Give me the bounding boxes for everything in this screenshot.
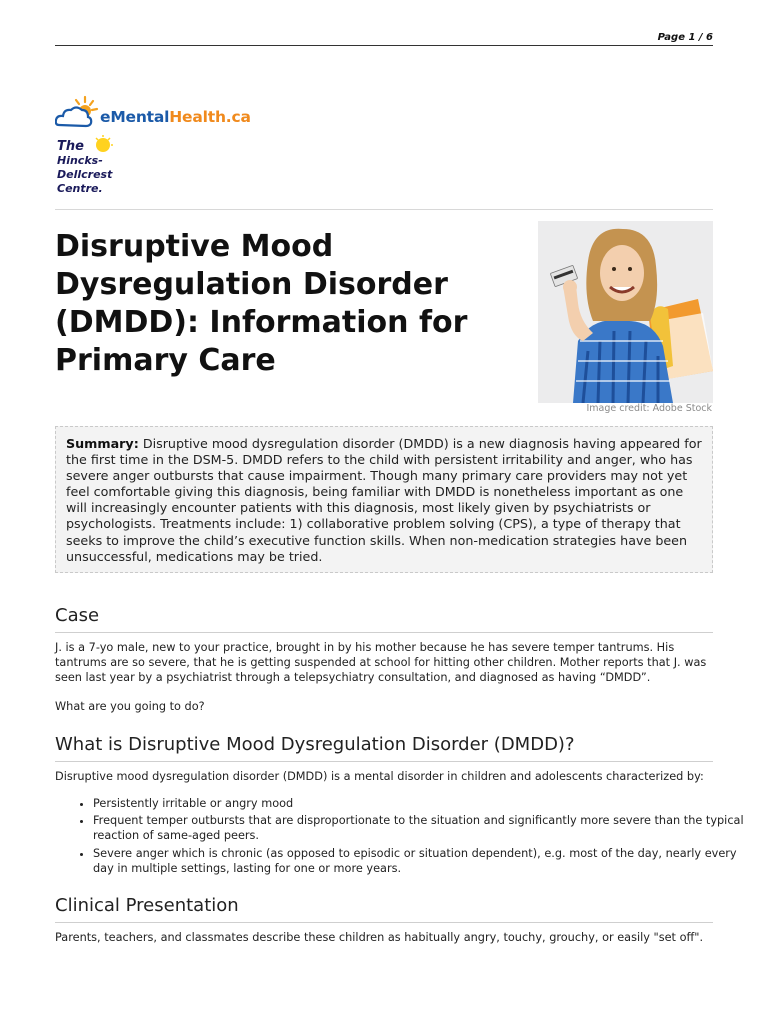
logo-separator	[55, 209, 713, 210]
section-heading-what-is: What is Disruptive Mood Dysregulation Disorder (DMDD)?	[55, 734, 575, 755]
case-question: What are you going to do?	[55, 700, 205, 713]
page-title: Disruptive Mood Dysregulation Disorder (DMDD): Information for Primary Care	[55, 229, 468, 378]
svg-text:Dellcrest: Dellcrest	[57, 168, 113, 181]
hero-photo	[538, 221, 713, 403]
symptom-list	[55, 796, 753, 878]
svg-text:The: The	[57, 139, 84, 154]
section-rule	[55, 761, 713, 762]
summary-box	[55, 426, 713, 573]
what-is-intro: Disruptive mood dysregulation disorder (DMDD) is a mental disorder in children and adolescents characterized by:	[55, 770, 704, 783]
section-rule	[55, 632, 713, 633]
ementalhealth-wordmark: eMentalHealth.ca	[100, 108, 251, 126]
section-rule	[55, 922, 713, 923]
ementalhealth-logo[interactable]	[55, 95, 255, 131]
case-paragraph: J. is a 7-yo male, new to your practice, brought in by his mother because he has severe temper tantrums. His tantrums are so severe, that he is getting suspended at school for hitting other children. Mother reports that J. was seen last year by a psychiatrist through a telepsychiatry consultation, and diagnosed as having “DMDD”.	[55, 641, 707, 685]
list-item: • Severe anger which is chronic (as opposed to episodic or situation dependent), e.g. most of the day, nearly every day in multiple settings, lasting for one or more years.	[93, 846, 753, 876]
image-credit: Image credit: Adobe Stock	[586, 403, 712, 414]
summary-label: Summary:	[66, 436, 139, 451]
svg-text:Hincks-: Hincks-	[57, 154, 103, 167]
section-heading-case: Case	[55, 605, 100, 626]
section-heading-clinical: Clinical Presentation	[55, 895, 239, 916]
clinical-paragraph: Parents, teachers, and classmates describe these children as habitually angry, touchy, grouchy, or easily "set off".	[55, 931, 704, 944]
page-number: Page 1 / 6	[657, 32, 713, 43]
list-item: • Persistently irritable or angry mood	[93, 796, 753, 811]
list-item: • Frequent temper outbursts that are disproportionate to the situation and significantly more severe than the typical reaction of same-aged peers.	[93, 813, 753, 843]
logos	[55, 95, 315, 205]
svg-text:Centre.: Centre.	[57, 182, 103, 195]
sun-cloud-icon	[55, 95, 101, 129]
header-rule	[55, 45, 713, 46]
summary-text: Disruptive mood dysregulation disorder (DMDD) is a new diagnosis having appeared for the first time in the DSM-5. DMDD refers to the child with persistent irritability and anger, who has severe anger outbursts that cause impairment. Though many primary care providers may not yet feel comfortable giving this diagnosis, being familiar with DMDD is nonetheless important as one will increasingly encounter patients with this diagnosis, most likely given by psychiatrists or psychologists. Treatments include: 1) collaborative problem solving (CPS), a type of therapy that seeks to improve the child’s executive function skills. When non-medication strategies have been unsuccessful, medications may be tried.	[66, 436, 702, 564]
hincks-dellcrest-logo	[55, 135, 125, 195]
